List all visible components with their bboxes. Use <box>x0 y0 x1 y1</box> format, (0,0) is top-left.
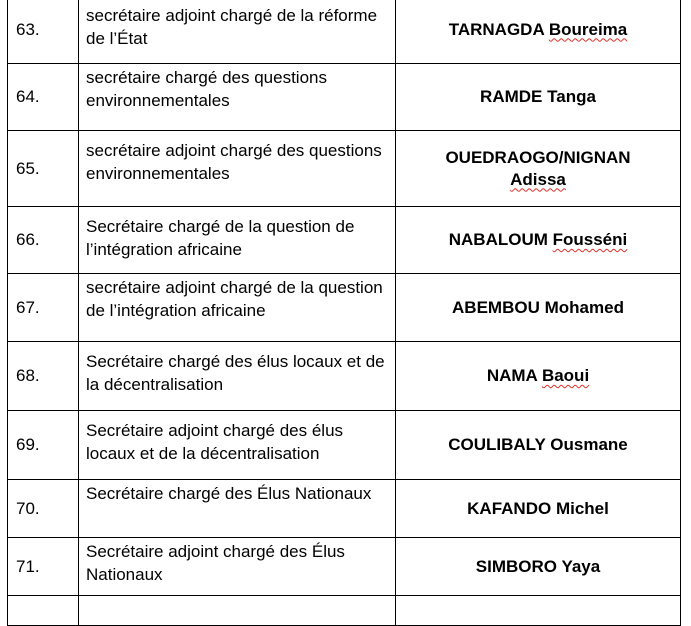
role-text: Secrétaire adjoint chargé des Élus Nationaux <box>86 542 345 584</box>
role-cell <box>79 342 396 411</box>
role-text: Secrétaire adjoint chargé des élus locaux et de la décentralisation <box>86 421 344 463</box>
member-surname: RAMDE <box>480 87 543 106</box>
member-name-cell <box>396 342 681 411</box>
role-cell <box>79 207 396 274</box>
row-number: 71. <box>8 538 79 596</box>
member-given-name: Adissa <box>510 169 566 189</box>
member-name-cell-empty <box>396 596 681 626</box>
role-cell <box>79 480 396 538</box>
table-row <box>8 207 681 274</box>
member-surname: NABALOUM <box>448 230 548 249</box>
role-text: secrétaire chargé des questions environnementales <box>86 68 327 110</box>
member-surname: KAFANDO <box>467 498 552 518</box>
member-given-name: Tanga <box>547 87 596 106</box>
member-given-name: Fousséni <box>552 230 628 249</box>
row-number-empty <box>8 596 79 626</box>
member-name-cell <box>396 411 681 480</box>
role-cell <box>79 131 396 207</box>
member-given-name: Yaya <box>561 556 601 576</box>
roster-table <box>7 0 681 626</box>
table-row <box>8 411 681 480</box>
table-row <box>8 538 681 596</box>
table-row <box>8 274 681 342</box>
role-text: secrétaire adjoint chargé des questions environnementales <box>86 141 382 183</box>
member-name-cell <box>396 0 681 64</box>
table-row <box>8 480 681 538</box>
member-surname: TARNAGDA <box>448 19 545 39</box>
role-text: Secrétaire chargé de la question de l’intégration africaine <box>86 217 355 259</box>
row-number: 69. <box>8 411 79 480</box>
member-given-name: Ousmane <box>550 435 628 454</box>
member-name-cell <box>396 480 681 538</box>
table-row <box>8 64 681 131</box>
row-number: 66. <box>8 207 79 274</box>
member-given-name: Michel <box>555 498 609 518</box>
member-name-cell <box>396 207 681 274</box>
role-text: secrétaire adjoint chargé de la réforme de l’État <box>86 6 378 48</box>
table-row <box>8 342 681 411</box>
member-surname: NAMA <box>486 366 538 385</box>
member-surname: ABEMBOU <box>452 297 540 317</box>
member-surname: COULIBALY <box>448 435 546 454</box>
role-cell <box>79 0 396 64</box>
row-number: 68. <box>8 342 79 411</box>
table-row-partial <box>8 596 681 626</box>
row-number: 63. <box>8 0 79 64</box>
row-number: 67. <box>8 274 79 342</box>
table-row <box>8 0 681 64</box>
member-surname: OUEDRAOGO/NIGNAN <box>445 147 631 167</box>
role-cell <box>79 411 396 480</box>
member-given-name: Mohamed <box>544 297 624 317</box>
role-text: Secrétaire chargé des élus locaux et de la décentralisation <box>86 352 385 394</box>
table-row <box>8 131 681 207</box>
role-cell <box>79 64 396 131</box>
role-text: secrétaire adjoint chargé de la question de l’intégration africaine <box>86 278 383 320</box>
role-cell <box>79 538 396 596</box>
role-cell-empty <box>79 596 396 626</box>
role-cell <box>79 274 396 342</box>
member-given-name: Baoui <box>541 366 590 385</box>
row-number: 65. <box>8 131 79 207</box>
member-surname: SIMBORO <box>475 556 558 576</box>
member-given-name: Boureima <box>548 19 628 39</box>
member-name-cell <box>396 274 681 342</box>
row-number: 70. <box>8 480 79 538</box>
member-name-cell <box>396 538 681 596</box>
member-name-cell <box>396 64 681 131</box>
member-name-cell <box>396 131 681 207</box>
row-number: 64. <box>8 64 79 131</box>
role-text: Secrétaire chargé des Élus Nationaux <box>86 484 372 503</box>
